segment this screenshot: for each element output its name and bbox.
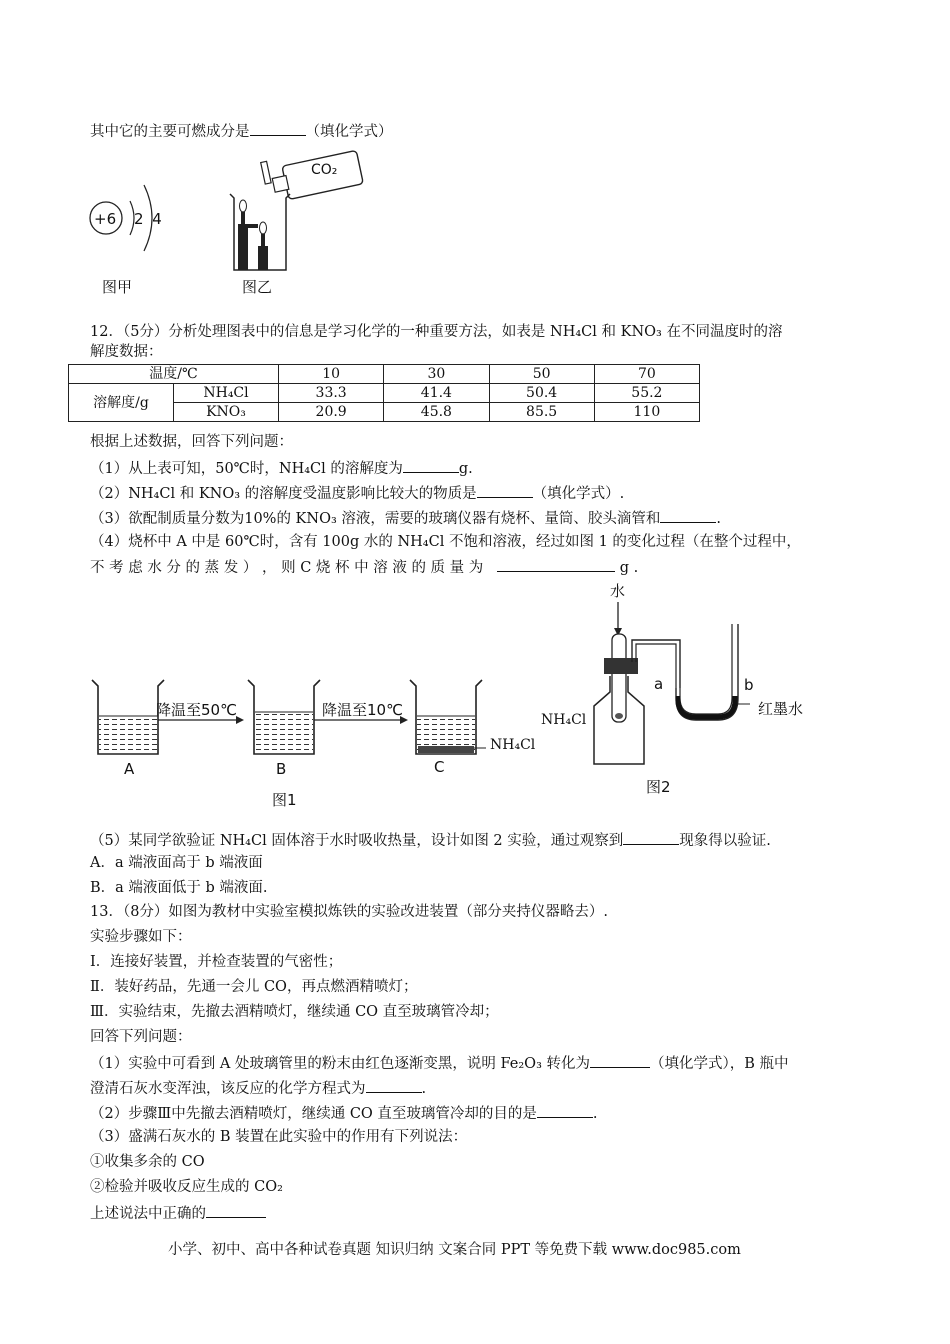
red-ink-label: 红墨水 <box>758 700 804 718</box>
q12-sub-2: （2）NH₄Cl 和 KNO₃ 的溶解度受温度影响比较大的物质是 （填化学式）. <box>90 482 624 504</box>
q13-intro: 13．（8分）如图为教材中实验室模拟炼铁的实验改进装置（部分夹持仪器略去）. <box>90 904 609 920</box>
table-cell: 20.9 <box>279 403 384 422</box>
fig-jia-caption: 图甲 <box>102 278 133 296</box>
co2-bottle-label: CO₂ <box>311 162 338 178</box>
q12-sub-3: （3）欲配制质量分数为10%的 KNO₃ 溶液，需要的玻璃仪器有烧杯、量筒、胶头滴管和 . <box>90 507 721 529</box>
nucleus-charge: +6 <box>94 210 117 228</box>
table-row <box>69 384 700 403</box>
table-cell: 55.2 <box>594 384 699 403</box>
option-b: B．a 端液面低于 b 端液面. <box>90 880 268 896</box>
page-footer: 小学、初中、高中各种试卷真题 知识归纳 文案合同 PPT 等免费下载 www.doc985.com <box>168 1242 741 1258</box>
q13-sub-2: （2）步骤Ⅲ中先撤去酒精喷灯，继续通 CO 直至玻璃管冷却的目的是 . <box>90 1102 598 1124</box>
table-cell: 10 <box>279 365 384 384</box>
table-cell: KNO₃ <box>174 403 279 422</box>
answer-blank <box>477 482 533 498</box>
answer-blank <box>660 507 716 523</box>
q12-intro-2: 解度数据： <box>90 344 163 360</box>
q12-sub-4a: （4）烧杯中 A 中是 60℃时，含有 100g 水的 NH₄Cl 不饱和溶液，经过如图 1 的变化过程（在整个过程中， <box>90 534 801 550</box>
table-cell: NH₄Cl <box>174 384 279 403</box>
q13-sub-1b: 澄清石灰水变浑浊，该反应的化学方程式为 . <box>90 1077 426 1099</box>
fig1-caption: 图1 <box>272 791 297 809</box>
answer-blank <box>537 1102 593 1118</box>
q13-last: 上述说法中正确的 <box>90 1202 266 1224</box>
table-cell: 50.4 <box>489 384 594 403</box>
q12-lead: 根据上述数据，回答下列问题： <box>90 434 293 450</box>
co2-candle-diagram <box>222 142 372 272</box>
q13-claim-2: ②检验并吸收反应生成的 CO₂ <box>90 1179 283 1195</box>
answer-blank <box>206 1202 266 1218</box>
label-a: a <box>654 675 664 693</box>
table-cell: 50 <box>489 365 594 384</box>
answer-blank <box>366 1077 422 1093</box>
solubility-table <box>68 364 700 422</box>
fig-yi-caption: 图乙 <box>242 278 273 296</box>
q12-intro-1: 12．（5分）分析处理图表中的信息是学习化学的一种重要方法，如表是 NH₄Cl 和 KNO₃ 在不同温度时的溶 <box>90 324 783 340</box>
step-label-1: 降温至50℃ <box>156 701 237 719</box>
water-label: 水 <box>610 582 626 600</box>
q13-sub-1a: （1）实验中可看到 A 处玻璃管里的粉末由红色逐渐变黑，说明 Fe₂O₃ 转化为 （填化学式），B 瓶中 <box>90 1052 789 1074</box>
answer-blank <box>497 556 615 572</box>
q13-step-1: Ⅰ．连接好装置，并检查装置的气密性； <box>90 954 343 970</box>
q13-lead: 回答下列问题： <box>90 1029 192 1045</box>
answer-blank <box>250 120 306 136</box>
table-cell: 85.5 <box>489 403 594 422</box>
q12-sub-5: （5）某同学欲验证 NH₄Cl 固体溶于水时吸收热量，设计如图 2 实验，通过观察到 现象得以验证. <box>90 829 771 851</box>
label-b: b <box>744 676 754 694</box>
fig2-solid-label: NH₄Cl <box>541 712 587 728</box>
answer-blank <box>590 1052 650 1068</box>
beaker-label-c: C <box>434 758 445 776</box>
beaker-label-a: A <box>124 760 135 778</box>
temp-header: 温度/℃ <box>69 365 279 384</box>
table-row <box>69 365 700 384</box>
answer-blank <box>623 829 679 845</box>
q13-step-2: Ⅱ．装好药品，先通一会儿 CO，再点燃酒精喷灯； <box>90 979 418 995</box>
solubility-label: 溶解度/g <box>69 384 174 422</box>
beaker-label-b: B <box>276 760 287 778</box>
q13-claim-1: ①收集多余的 CO <box>90 1154 205 1170</box>
q12-sub-4b: 不 考 虑 水 分 的 蒸 发 ） ， 则 C 烧 杯 中 溶 液 的 质 量 为 g . <box>90 556 638 578</box>
solid-label: NH₄Cl <box>490 737 536 753</box>
table-cell: 70 <box>594 365 699 384</box>
option-a: A．a 端液面高于 b 端液面 <box>90 855 263 871</box>
table-cell: 110 <box>594 403 699 422</box>
answer-blank <box>403 457 459 473</box>
table-cell: 30 <box>384 365 489 384</box>
q11-line: 其中它的主要可燃成分是 （填化学式） <box>90 120 393 142</box>
q12-sub-1: （1）从上表可知，50℃时，NH₄Cl 的溶解度为 g. <box>90 457 473 479</box>
cooling-beakers-diagram <box>88 672 488 772</box>
electron-shells: 2 4 <box>134 210 164 228</box>
q13-steps-lead: 实验步骤如下： <box>90 929 192 945</box>
u-tube-apparatus-diagram <box>592 596 752 771</box>
q13-sub-3: （3）盛满石灰水的 B 装置在此实验中的作用有下列说法： <box>90 1129 468 1145</box>
table-cell: 41.4 <box>384 384 489 403</box>
table-cell: 33.3 <box>279 384 384 403</box>
fig2-caption: 图2 <box>646 778 671 796</box>
table-cell: 45.8 <box>384 403 489 422</box>
step-label-2: 降温至10℃ <box>322 701 403 719</box>
q13-step-3: Ⅲ．实验结束，先撤去酒精喷灯，继续通 CO 直至玻璃管冷却； <box>90 1004 499 1020</box>
